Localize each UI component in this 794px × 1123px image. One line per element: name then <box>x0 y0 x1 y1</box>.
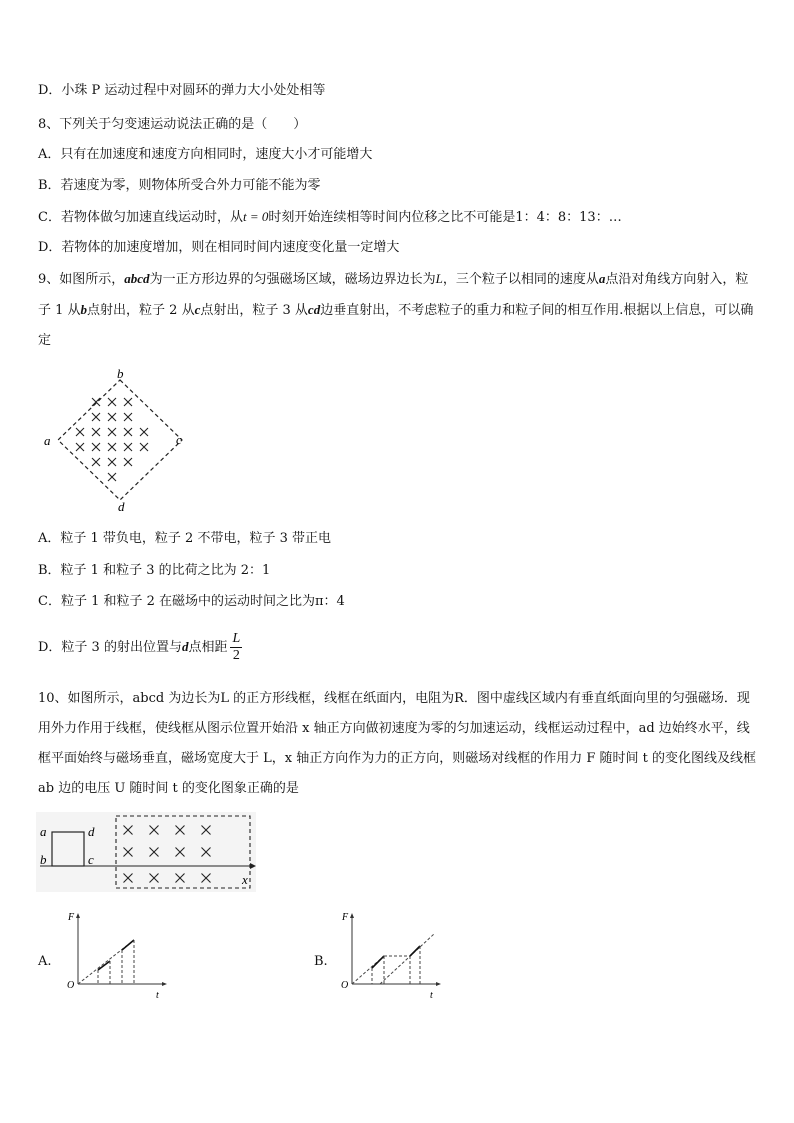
field-cross <box>108 458 116 466</box>
q10-label-c: c <box>88 852 94 867</box>
q9-stem-abcd: abcd <box>124 271 150 286</box>
q7-option-d-text: D．小珠 P 运动过程中对圆环的弹力大小处处相等 <box>38 83 326 98</box>
field-cross <box>92 413 100 421</box>
q9-option-d-pre: D．粒子 3 的射出位置与 <box>38 640 182 655</box>
q10-stem <box>38 684 758 804</box>
q9-stem-c: c <box>194 302 201 317</box>
q10-option-a-letter: A. <box>38 954 52 969</box>
q8-option-c <box>38 208 622 227</box>
q9-option-c-text: C．粒子 1 和粒子 2 在磁场中的运动时间之比为π：4 <box>38 594 345 609</box>
q9-option-d-var: d <box>181 639 189 654</box>
q9-label-a: a <box>44 433 51 448</box>
q9-option-a-text: A．粒子 1 带负电，粒子 2 不带电，粒子 3 带正电 <box>38 531 331 546</box>
field-cross <box>124 413 132 421</box>
graph-a-t-arrow <box>162 982 167 986</box>
field-cross <box>108 473 116 481</box>
q8-option-c-math: t = 0 <box>242 209 269 224</box>
q9-fraction-numerator: L <box>232 631 241 646</box>
q9-option-b-text: B．粒子 1 和粒子 3 的比荷之比为 2：1 <box>38 563 271 578</box>
q8-option-a-text: A．只有在加速度和速度方向相同时，速度大小才可能增大 <box>38 147 373 162</box>
graph-a-segment-2 <box>122 940 134 950</box>
q10-option-b-label <box>314 953 328 971</box>
graph-b-xlabel: t <box>430 990 433 1001</box>
graph-b-segment-1 <box>372 956 384 968</box>
q9-label-c: c <box>176 432 182 447</box>
q10-field-figure <box>36 812 256 892</box>
field-cross <box>92 458 100 466</box>
q10-option-b-letter: B. <box>314 954 328 969</box>
q9-fraction-denominator: 2 <box>232 648 240 663</box>
q10-graph-b <box>336 910 448 1006</box>
q10-stem-text: 10、如图所示，abcd 为边长为L 的正方形线框，线框在纸面内，电阻为R．图中虚线区域内有垂直纸面向里的匀强磁场．现用外力作用于线框，使线框从图示位置开始沿 x 轴正方向做初速度为零的匀加速运动，线框运动过程中，ad 边始终水平，线框平面始终与磁场垂直，磁场宽度大于 L，x 轴正方向作为力的正方向，则磁场对线框的作用力 F 随时间 t 的变化图线及线框 ab 边的电压 U 随时间 t 的变化图象正确的是 <box>38 691 757 796</box>
q10-label-x: x <box>242 872 248 887</box>
q8-option-c-pre: C．若物体做匀加速直线运动时，从 <box>38 210 243 225</box>
graph-b-dashed-line-2 <box>380 934 434 984</box>
q9-field-boundary <box>58 380 182 500</box>
field-cross <box>76 428 84 436</box>
q9-field-figure <box>40 366 190 514</box>
graph-b-ylabel: F <box>342 912 349 923</box>
q9-label-d: d <box>118 499 125 514</box>
q9-stem-part: 点射出，粒子 2 从 <box>87 303 195 318</box>
graph-a-origin: O <box>67 980 75 991</box>
graph-b-origin: O <box>341 980 349 991</box>
q9-label-b: b <box>117 366 124 381</box>
q9-stem <box>38 264 758 356</box>
q10-graph-a <box>62 910 174 1006</box>
q8-option-d <box>38 239 399 257</box>
field-cross <box>92 443 100 451</box>
q9-stem-part: 边垂直射出，不考虑粒子的重力和粒子间的相互作用.根据以上信息，可以确定 <box>38 303 754 348</box>
field-cross <box>108 428 116 436</box>
q9-stem-a: a <box>598 271 606 286</box>
q9-stem-part: 点沿对角线方向射入，粒子 1 从 <box>38 272 749 318</box>
q8-option-c-post: 时刻开始连续相等时间内位移之比不可能是1：4：8：13：… <box>268 210 622 225</box>
graph-a-xlabel: t <box>156 990 159 1001</box>
q9-stem-part: ，三个粒子以相同的速度从 <box>442 272 599 287</box>
field-cross <box>124 443 132 451</box>
field-cross <box>124 458 132 466</box>
q9-stem-part: 点射出，粒子 3 从 <box>200 303 308 318</box>
field-cross <box>108 398 116 406</box>
graph-a-f-arrow <box>76 913 80 918</box>
graph-b-f-arrow <box>350 913 354 918</box>
q10-figure-background <box>36 812 256 892</box>
q9-stem-b: b <box>80 302 88 317</box>
q9-stem-cd: cd <box>307 302 321 317</box>
q9-stem-part: 为一正方形边界的匀强磁场区域，磁场边界边长为 <box>149 272 436 287</box>
q9-option-c <box>38 593 345 611</box>
q8-option-b <box>38 177 321 195</box>
q9-stem-L: L <box>435 271 443 286</box>
field-cross <box>92 428 100 436</box>
field-cross <box>108 443 116 451</box>
graph-a-segment-1 <box>98 961 110 970</box>
field-cross <box>124 428 132 436</box>
q9-option-d <box>38 627 242 668</box>
field-cross <box>140 428 148 436</box>
graph-b-t-arrow <box>436 982 441 986</box>
field-cross <box>108 413 116 421</box>
q8-option-d-text: D．若物体的加速度增加，则在相同时间内速度变化量一定增大 <box>38 240 400 255</box>
field-cross <box>92 398 100 406</box>
field-cross <box>124 398 132 406</box>
q9-option-d-fraction <box>230 631 242 664</box>
q10-label-d: d <box>88 824 95 839</box>
graph-a-ylabel: F <box>68 912 75 923</box>
q10-label-a: a <box>40 824 47 839</box>
q9-option-b <box>38 562 270 580</box>
graph-b-segment-2 <box>410 946 420 956</box>
q8-option-b-text: B．若速度为零，则物体所受合外力可能不能为零 <box>38 178 321 193</box>
q9-stem-part: 9、如图所示， <box>38 272 125 287</box>
q8-option-a <box>38 146 372 164</box>
q10-label-b: b <box>40 852 47 867</box>
field-cross <box>140 443 148 451</box>
q8-stem <box>38 116 306 134</box>
q9-option-a <box>38 530 331 548</box>
q9-option-d-mid: 点相距 <box>188 640 228 655</box>
q7-option-d <box>38 82 325 100</box>
q10-option-a-label <box>38 953 52 971</box>
field-cross <box>76 443 84 451</box>
q8-stem-text: 8、下列关于匀变速运动说法正确的是（ ） <box>38 117 307 132</box>
